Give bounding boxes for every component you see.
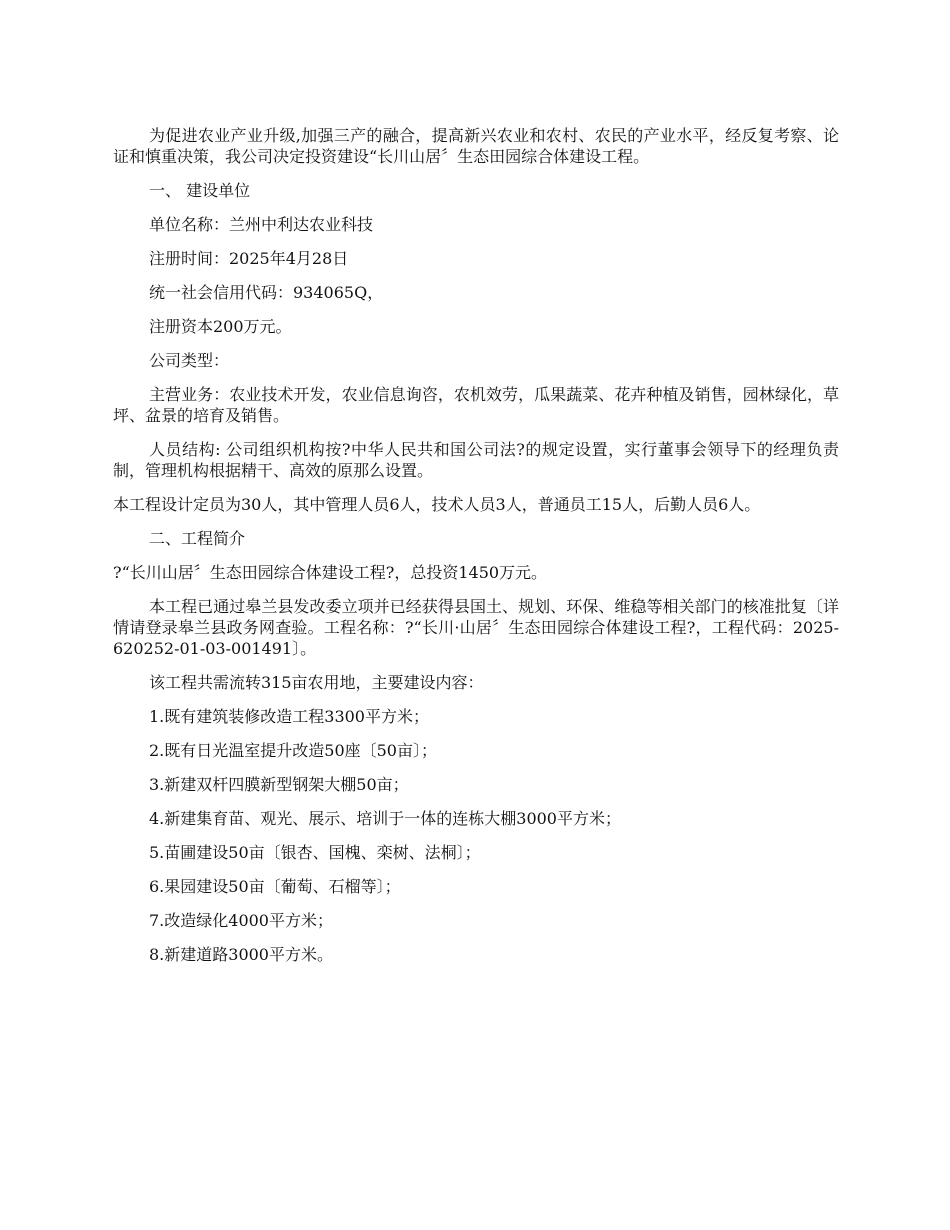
list-item: 3.新建双杆四膜新型钢架大棚50亩； [149, 775, 409, 794]
list-item: 2.既有日光温室提升改造50座〔50亩〕； [149, 741, 437, 760]
project-approval: 本工程已通过皋兰县发改委立项并已经获得县国土、规划、环保、维稳等相关部门的核准批复〔详情请登录皋兰县政务网查验。工程名称：?“长川·山居〞生态田园综合体建设工程?，工程代码：2025-620252-01-03-001491〕。 [113, 597, 839, 658]
unit-name: 单位名称：兰州中利达农业科技 [149, 215, 374, 234]
section-heading-project-intro: 二、工程简介 [149, 529, 246, 548]
main-business: 主营业务：农业技术开发，农业信息询咨，农机效劳，瓜果蔬菜、花卉种植及销售，园林绿化，草坪、盆景的培育及销售。 [113, 385, 839, 425]
land-transfer: 该工程共需流转315亩农用地，主要建设内容： [149, 673, 484, 692]
list-item: 5.苗圃建设50亩〔银杏、国槐、栾树、法桐〕； [149, 843, 481, 862]
project-investment: ?“长川山居〞生态田园综合体建设工程?，总投资1450万元。 [113, 563, 548, 582]
document-body [113, 125, 839, 978]
list-item: 8.新建道路3000平方米。 [149, 945, 333, 964]
list-item: 1.既有建筑装修改造工程3300平方米； [149, 707, 429, 726]
credit-code: 统一社会信用代码：934065Q， [149, 283, 384, 302]
company-type: 公司类型： [149, 351, 230, 370]
staff-structure: 人员结构: 公司组织机构按?中华人民共和国公司法?的规定设置，实行董事会领导下的经理负责制，管理机构根据精干、高效的原那么设置。 [113, 440, 839, 480]
list-item: 4.新建集育苗、观光、展示、培训于一体的连栋大棚3000平方米； [149, 809, 621, 828]
registered-capital: 注册资本200万元。 [149, 317, 292, 336]
staff-quota: 本工程设计定员为30人，其中管理人员6人，技术人员3人，普通员工15人，后勤人员6人。 [113, 495, 761, 514]
list-item: 6.果园建设50亩〔葡萄、石榴等〕； [149, 877, 401, 896]
registration-date: 注册时间：2025年4月28日 [149, 249, 349, 268]
list-item: 7.改造绿化4000平方米； [149, 911, 333, 930]
section-heading-construction-unit: 一、 建设单位 [149, 181, 251, 200]
intro-paragraph: 为促进农业产业升级,加强三产的融合，提高新兴农业和农村、农民的产业水平，经反复考察、论证和慎重决策，我公司决定投资建设“长川山居〞生态田园综合体建设工程。 [113, 126, 839, 166]
